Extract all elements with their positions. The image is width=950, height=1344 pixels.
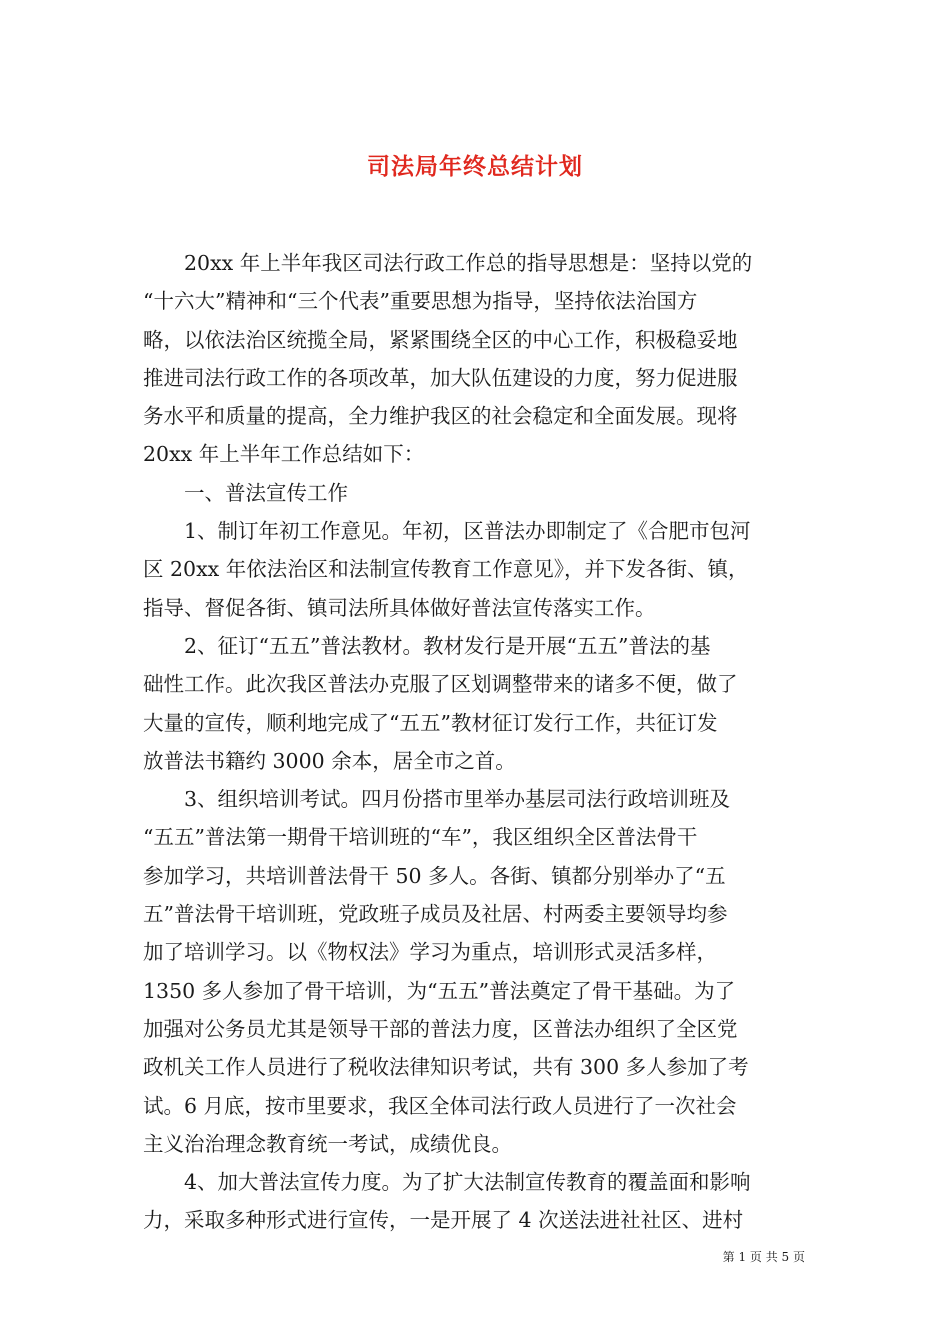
text-line: 2、征订“五五”普法教材。教材发行是开展“五五”普法的基	[184, 633, 711, 658]
text-line: “十六大”精神和“三个代表”重要思想为指导，坚持依法治国方	[143, 289, 698, 314]
text-line: 一、普法宣传工作	[184, 480, 348, 505]
text-line: 参加学习，共培训普法骨干 50 多人。各街、镇都分别举办了“五	[143, 863, 726, 888]
text-line: 3、组织培训考试。四月份搭市里举办基层司法行政培训班及	[184, 787, 731, 812]
text-line: 五”普法骨干培训班，党政班子成员及社居、村两委主要领导均参	[143, 902, 728, 927]
paragraph	[143, 780, 807, 1163]
page-footer: 第 1 页 共 5 页	[722, 1250, 805, 1264]
text-line: 1350 多人参加了骨干培训，为“五五”普法奠定了骨干基础。为了	[143, 978, 736, 1003]
text-line: 务水平和质量的提高，全力维护我区的社会稳定和全面发展。现将	[143, 404, 738, 429]
text-line: 力，采取多种形式进行宣传，一是开展了 4 次送法进社社区、进村	[143, 1208, 744, 1233]
paragraph	[143, 244, 807, 474]
text-line: 区 20xx 年依法治区和法制宣传教育工作意见》，并下发各街、镇，	[143, 557, 749, 582]
text-line: 略，以依法治区统揽全局，紧紧围绕全区的中心工作，积极稳妥地	[143, 327, 738, 352]
text-line: “五五”普法第一期骨干培训班的“车”，我区组织全区普法骨干	[143, 825, 698, 850]
text-line: 20xx 年上半年我区司法行政工作总的指导思想是：坚持以党的	[184, 251, 753, 275]
document-title: 司法局年终总结计划	[367, 154, 583, 181]
text-line: 政机关工作人员进行了税收法律知识考试，共有 300 多人参加了考	[143, 1055, 749, 1080]
text-line: 指导、督促各街、镇司法所具体做好普法宣传落实工作。	[143, 595, 656, 620]
text-line: 加强对公务员尤其是领导干部的普法力度，区普法办组织了全区党	[143, 1016, 738, 1041]
text-line: 20xx 年上半年工作总结如下：	[143, 442, 425, 467]
text-line: 主义治治理念教育统一考试，成绩优良。	[143, 1131, 512, 1156]
paragraph	[143, 512, 807, 627]
document-body	[143, 244, 807, 1240]
text-line: 加了培训学习。以《物权法》学习为重点，培训形式灵活多样，	[143, 940, 717, 965]
text-line: 推进司法行政工作的各项改革，加大队伍建设的力度，努力促进服	[143, 365, 738, 390]
paragraph	[143, 627, 807, 780]
text-line: 大量的宣传，顺利地完成了“五五”教材征订发行工作，共征订发	[143, 710, 718, 735]
text-line: 1、制订年初工作意见。年初，区普法办即制定了《合肥市包河	[184, 519, 751, 544]
text-line: 试。6 月底，按市里要求，我区全体司法行政人员进行了一次社会	[143, 1093, 737, 1118]
text-line: 放普法书籍约 3000 余本，居全市之首。	[143, 748, 516, 773]
text-line: 4、加大普法宣传力度。为了扩大法制宣传教育的覆盖面和影响	[184, 1170, 751, 1195]
paragraph	[143, 1163, 807, 1240]
text-line: 础性工作。此次我区普法办克服了区划调整带来的诸多不便，做了	[143, 672, 738, 697]
paragraph	[143, 474, 807, 512]
